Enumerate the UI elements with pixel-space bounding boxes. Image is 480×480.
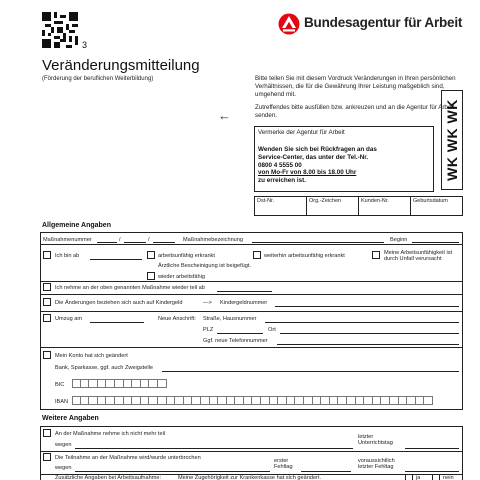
nicht-mehr-label: An der Maßnahme nehme ich nicht mehr teil <box>55 431 166 437</box>
letzter-unterrichtstag-field[interactable] <box>405 448 459 449</box>
unfall-label: Meine Arbeitsunfähigkeit ist durch Unfall verursacht <box>384 250 453 263</box>
wegen-field-2[interactable] <box>75 471 270 472</box>
iban-field[interactable] <box>72 396 433 405</box>
ort-field[interactable] <box>280 333 459 334</box>
id-fields-row <box>254 196 463 216</box>
weiterhin-checkbox[interactable] <box>253 251 261 259</box>
agency-notes-heading: Vermerke der Agentur für Arbeit <box>258 129 345 136</box>
kindergeld-checkbox[interactable] <box>43 298 51 306</box>
umzug-checkbox[interactable] <box>43 314 51 322</box>
ich-bin-ab-label: Ich bin ab <box>55 253 80 259</box>
plz-field[interactable] <box>217 333 263 334</box>
nein-label: nein <box>443 475 454 480</box>
service-phone: 0800 4 5555 00 <box>258 161 302 169</box>
krankenkasse-label: Meine Zugehörigkeit zur Krankenkasse hat sich geändert. <box>178 475 322 480</box>
wieder-arbeitsfaehig-label: wieder arbeitsfähig <box>158 274 205 280</box>
ba-logo-icon <box>278 13 300 35</box>
kunden-nr-field[interactable]: Kunden-Nr. <box>359 197 411 215</box>
telefon-label: Ggf. neue Telefonnummer <box>203 338 268 344</box>
page-title: Veränderungsmitteilung <box>42 57 200 74</box>
page-subtitle: (Förderung der beruflichen Weiterbildung) <box>42 76 154 82</box>
service-center-info: Wenden Sie sich bei Rückfragen an das Service-Center, das unter der Tel.-Nr. 0800 4 5555 00 von Mo-Fr von 8.00 bis 18.00 Uhr zu erreichen ist. <box>258 146 432 185</box>
letzter-unterrichtstag-label: letzter Unterrichtstag <box>358 434 393 447</box>
umzug-date-field[interactable] <box>90 322 144 323</box>
strasse-label: Straße, Hausnummer <box>203 316 257 322</box>
wegen-label-2: wegen <box>55 465 72 471</box>
erster-fehltag-field[interactable] <box>301 471 351 472</box>
beginn-label: Beginn <box>390 237 408 243</box>
massnahmebezeichnung-label: Maßnahmebezeichnung <box>183 237 244 243</box>
beginn-field[interactable] <box>412 242 459 243</box>
kindergeldnummer-field[interactable] <box>275 306 459 307</box>
info-paragraph: Bitte teilen Sie mit diesem Vordruck Veränderungen in Ihren persönlichen Verhältnissen, die für die Gewährung Ihrer Leistung maßgeblich sind, umgehend mit. <box>255 75 456 98</box>
wegen-label: wegen <box>55 442 72 448</box>
unfall-checkbox[interactable] <box>372 251 380 259</box>
zusaetzlich-label: Zusätzliche Angaben bei Arbeitsaufnahme: <box>55 475 162 480</box>
strasse-field[interactable] <box>265 322 459 323</box>
wieder-teil-label: Ich nehme an der oben genannten Maßnahme wieder teil ab <box>55 285 205 291</box>
plz-label: PLZ <box>203 327 214 333</box>
wieder-teil-date-field[interactable] <box>217 291 272 292</box>
massnahmebezeichnung-field[interactable] <box>252 242 384 243</box>
arrow-left-icon: ← <box>218 108 231 123</box>
wk-stamp: WK WK WK <box>444 99 461 181</box>
weiterhin-label: weiterhin arbeitsunfähig erkrankt <box>264 253 345 259</box>
bank-label: Bank, Sparkasse, ggf. auch Zweigstelle <box>55 365 153 371</box>
neue-anschrift-label: Neue Anschrift: <box>158 316 196 322</box>
wegen-field-1[interactable] <box>75 448 353 449</box>
geburtsdatum-field[interactable]: Geburtsdatum <box>413 198 448 204</box>
ja-checkbox[interactable] <box>405 474 413 480</box>
kindergeldnummer-label: Kindergeldnummer <box>220 300 268 306</box>
ich-bin-ab-checkbox[interactable] <box>43 251 51 259</box>
brand-name: Bundesagentur für Arbeit <box>304 15 463 30</box>
umzug-label: Umzug am <box>55 316 83 322</box>
wieder-teil-checkbox[interactable] <box>43 283 51 291</box>
nein-checkbox[interactable] <box>432 474 440 480</box>
bic-label: BIC <box>55 382 65 388</box>
ja-label: ja <box>416 475 421 480</box>
bescheinigung-label: Ärztliche Bescheinigung ist beigefügt. <box>158 263 251 269</box>
bic-field[interactable] <box>72 379 167 388</box>
letzter-fehltag-field[interactable] <box>405 471 459 472</box>
arbeitsunfaehig-checkbox[interactable] <box>147 251 155 259</box>
form-number: 3 <box>82 40 88 50</box>
arbeitsunfaehig-label: arbeitsunfähig erkrankt <box>158 253 215 259</box>
erster-fehltag-label: erster Fehltag <box>274 458 293 471</box>
section-heading-further: Weitere Angaben <box>42 415 99 422</box>
letzter-fehltag-label: voraussichtlich letzter Fehltag <box>358 458 395 471</box>
iban-label: IBAN <box>55 399 69 405</box>
arrow-right-icon: —> <box>203 300 212 306</box>
kindergeld-label: Die Änderungen beziehen sich auch auf Kindergeld <box>55 300 183 306</box>
massnahmenummer-label: Maßnahmenummer <box>43 237 92 243</box>
ich-bin-ab-date-field[interactable] <box>90 259 142 260</box>
konto-label: Mein Konto hat sich geändert <box>55 353 128 359</box>
massnahmenummer-field-2[interactable] <box>124 242 146 243</box>
wieder-arbeitsfaehig-checkbox[interactable] <box>147 272 155 280</box>
nicht-mehr-checkbox[interactable] <box>43 429 51 437</box>
bank-field[interactable] <box>162 371 459 372</box>
info-paragraph-2: Zutreffendes bitte ausfüllen bzw. ankreuzen und an die Agentur für Arbeit senden. <box>255 104 455 119</box>
telefon-field[interactable] <box>277 344 459 345</box>
unterbrochen-label: Die Teilnahme an der Maßnahme wird/wurde unterbrochen <box>55 455 201 461</box>
unterbrochen-checkbox[interactable] <box>43 453 51 461</box>
qr-code <box>42 12 78 48</box>
dst-nr-field[interactable]: Dst-Nr. <box>255 197 307 215</box>
massnahmenummer-field-1[interactable] <box>97 242 117 243</box>
section-heading-general: Allgemeine Angaben <box>42 222 111 229</box>
ort-label: Ort <box>268 327 276 333</box>
massnahmenummer-field-3[interactable] <box>153 242 175 243</box>
konto-checkbox[interactable] <box>43 351 51 359</box>
org-zeichen-field[interactable]: Org.-Zeichen <box>307 197 359 215</box>
